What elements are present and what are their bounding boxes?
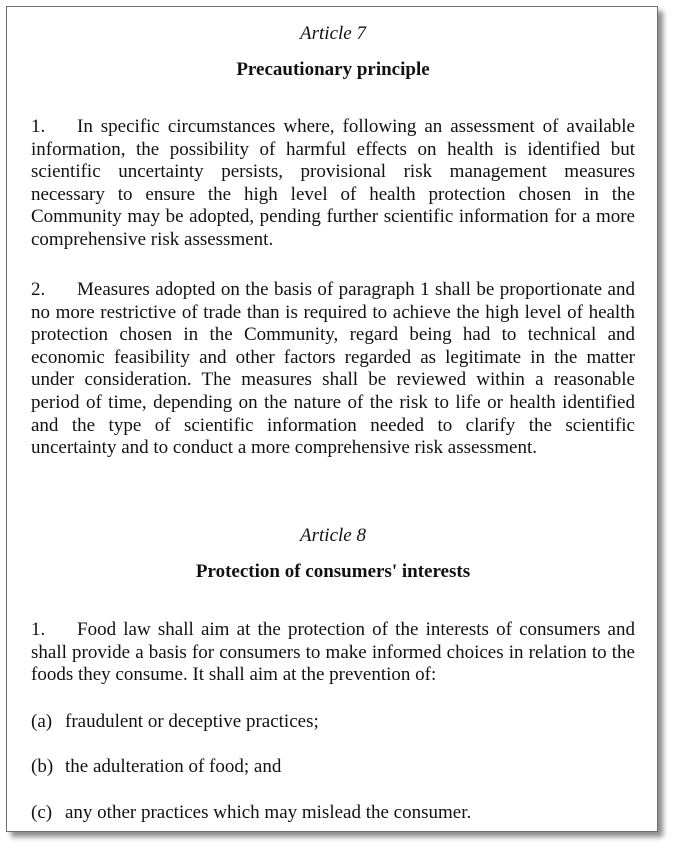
article-number: Article 7 [300,23,366,44]
list-item [31,802,635,825]
list-item-label: (b) [31,756,54,777]
paragraph [31,279,635,460]
paragraph [31,619,635,687]
paragraph-text: Food law shall aim at the protection of the interests of consumers and shall provide a basis for consumers to make informed choices in relation to the foods they consume. It shall aim at the prevention of: [31,619,635,686]
list-item [31,711,635,734]
list-item-label: (a) [31,711,53,732]
paragraph-text: Measures adopted on the basis of paragraph 1 shall be proportionate and no more restrictive of trade than is required to achieve the high level of health protection chosen in the Community, regard being had to technical and economic feasibility and other factors regarded as legitimate in the matter under consideration. The measures shall be reviewed within a reasonable period of time, depending on the nature of the risk to life or health identified and the type of scientific information needed to clarify the scientific uncertainty and to conduct a more comprehensive risk assessment. [31,279,635,459]
article-7 [31,21,635,459]
article-title: Protection of consumers' interests [195,561,471,582]
list-item-text: any other practices which may mislead the consumer. [65,802,472,823]
list-item-text: the adulteration of food; and [65,756,282,777]
paragraph-number: 1. [31,619,46,640]
article-8 [31,523,635,823]
list-item-text: fraudulent or deceptive practices; [65,711,319,732]
article-title: Precautionary principle [236,59,430,80]
article-number: Article 8 [300,525,366,546]
paragraph [31,116,635,252]
paragraph-number: 1. [31,116,46,137]
document-frame [6,6,658,832]
paragraph-text: In specific circumstances where, following an assessment of available information, the possibility of harmful effects on health is identified but scientific uncertainty persists, provisional risk management measures necessary to ensure the high level of health protection chosen in the Community may be adopted, pending further scientific information for a more comprehensive risk assessment. [31,116,635,250]
list-item [31,756,635,779]
paragraph-number: 2. [31,279,46,300]
list-item-label: (c) [31,802,53,823]
